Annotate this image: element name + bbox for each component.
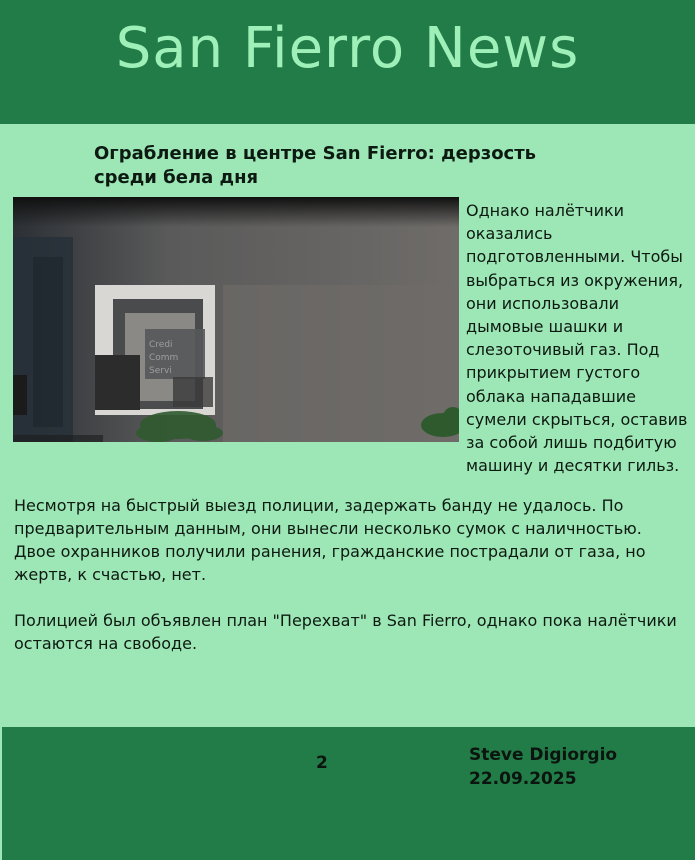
publication-date: 22.09.2025 (469, 769, 577, 789)
author-name: Steve Digiorgio (469, 745, 618, 765)
svg-text:Servi: Servi (149, 366, 172, 376)
article-side-text: Однако налётчики оказались подготовленными. Чтобы выбраться из окружения, они использовали дымовые шашки и слезоточивый газ. Под прикрытием густого облака нападавшие сумели скрыться, оставив за собой лишь подбитую машину и десятки гильз. (466, 201, 688, 476)
article-paragraph: Несмотря на быстрый выезд полиции, задержать банду не удалось. По предварительным данным, они вынесли несколько сумок с наличностью. Двое охранников получили ранения, гражданские пострадали от газа, но жертв, к счастью, нет. (14, 496, 646, 584)
page-number: 2 (316, 753, 328, 773)
page-footer (2, 727, 695, 860)
newspaper-title: San Fierro News (115, 16, 580, 81)
masthead (0, 0, 695, 124)
article-paragraph: Полицией был объявлен план "Перехват" в San Fierro, однако пока налётчики остаются на свободе. (14, 611, 677, 653)
article-headline: Ограбление в центре San Fierro: дерзость среди бела дня (94, 143, 537, 188)
robbery-scene-photo (13, 197, 459, 442)
article-photo (13, 197, 459, 442)
svg-text:Credi: Credi (149, 340, 173, 350)
svg-text:Comm: Comm (149, 353, 179, 363)
